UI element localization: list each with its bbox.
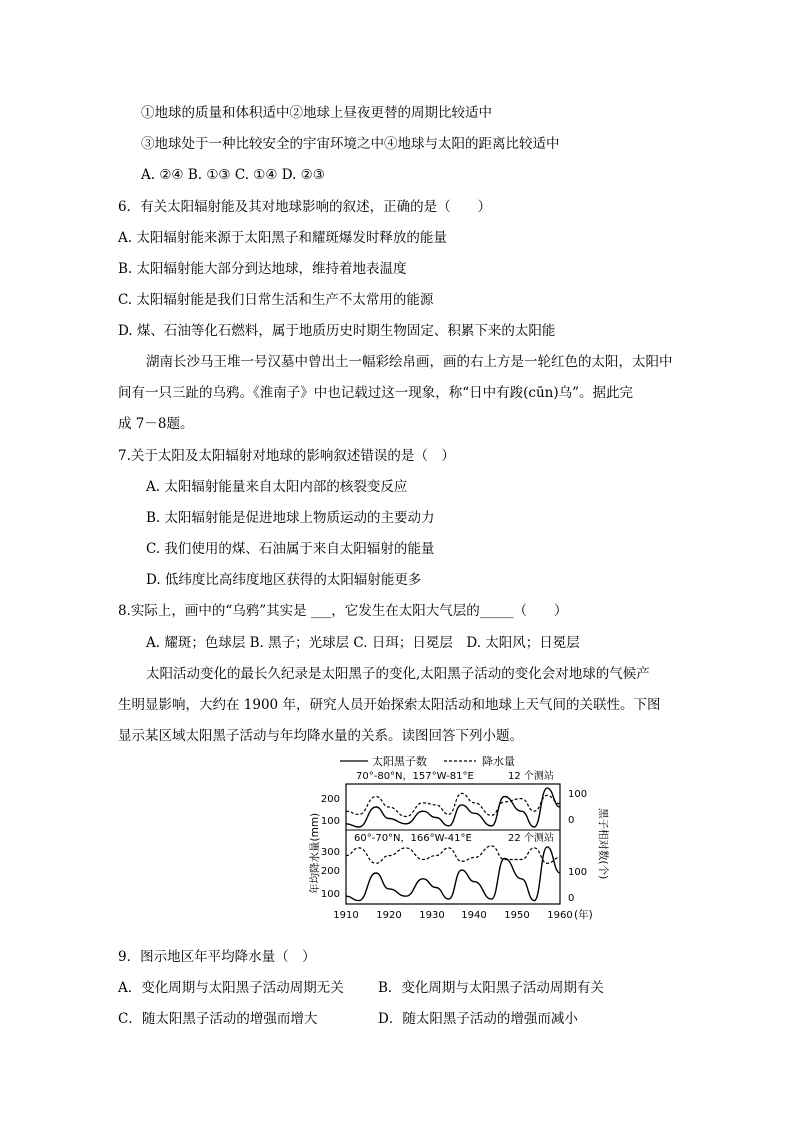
option-6c: C. 太阳辐射能是我们日常生活和生产不太常用的能源 [118, 292, 434, 308]
options-q8: A. 耀斑；色球层 B. 黑子；光球层 C. 日珥；日冕层 D. 太阳风；日冕层 [146, 635, 580, 651]
x-tick-1960: 1960 [547, 910, 573, 921]
p2-left-tick-100: 100 [320, 889, 340, 900]
option-7d: D. 低纬度比高纬度地区获得的太阳辐射能更多 [146, 572, 422, 588]
panel2-precip-line [346, 846, 560, 863]
panel2-stations: 22 个测站 [508, 833, 554, 844]
panel1-region: 70°-80°N，157°W-81°E [356, 771, 474, 782]
y-axis-label-left: 年均降水量(mm) [309, 812, 321, 894]
option-7a: A. 太阳辐射能量来自太阳内部的核裂变反应 [146, 479, 408, 495]
passage-2-line-1: 太阳活动变化的最长久纪录是太阳黑子的变化,太阳黑子活动的变化会对地球的气候产 [146, 666, 650, 682]
p2-right-tick-100: 100 [568, 867, 588, 878]
question-9: 9．图示地区年平均降水量（ ） [118, 949, 316, 965]
passage-1-line-1: 湖南长沙马王堆一号汉墓中曾出土一幅彩绘帛画，画的右上方是一轮红色的太阳，太阳中 [146, 354, 673, 370]
line-1: ①地球的质量和体积适中②地球上昼夜更替的周期比较适中 [141, 105, 492, 121]
option-7c: C. 我们使用的煤、石油属于来自太阳辐射的能量 [146, 541, 435, 557]
legend-sunspot-label: 太阳黑子数 [372, 755, 427, 768]
option-6d: D. 煤、石油等化石燃料，属于地质历史时期生物固定、积累下来的太阳能 [118, 323, 556, 339]
p1-right-tick-100: 100 [568, 789, 588, 800]
chart-frame [346, 784, 560, 904]
passage-2-line-2: 生明显影响，大约在 1900 年，研究人员开始探索太阳活动和地球上天气间的关联性。下图 [118, 697, 661, 713]
option-9a: A．变化周期与太阳黑子活动周期无关 [118, 980, 344, 996]
x-tick-1930: 1930 [419, 910, 445, 921]
x-tick-1950: 1950 [504, 910, 530, 921]
option-9d: D．随太阳黑子活动的增强而减小 [378, 1011, 578, 1027]
p2-right-tick-0: 0 [568, 893, 575, 904]
option-6b: B. 太阳辐射能大部分到达地球，维持着地表温度 [118, 261, 407, 277]
question-6: 6．有关太阳辐射能及其对地球影响的叙述，正确的是（ ） [118, 199, 492, 215]
p1-left-tick-200: 200 [320, 794, 340, 805]
x-tick-1910: 1910 [333, 910, 359, 921]
panel2-region: 60°-70°N，166°W-41°E [354, 833, 472, 844]
p1-left-tick-100: 100 [320, 816, 340, 827]
panel2-sunspot-line [346, 847, 560, 901]
panel1-stations: 12 个测站 [508, 771, 554, 782]
question-7: 7.关于太阳及太阳辐射对地球的影响叙述错误的是（ ） [118, 448, 455, 464]
option-6a: A. 太阳辐射能来源于太阳黑子和耀斑爆发时释放的能量 [118, 230, 447, 246]
p2-left-tick-300: 300 [320, 847, 340, 858]
y-axis-label-right: 黑子相对数(个) [597, 808, 609, 880]
line-2: ③地球处于一种比较安全的宇宙环境之中④地球与太阳的距离比较适中 [141, 136, 560, 152]
option-7b: B. 太阳辐射能是促进地球上物质运动的主要动力 [146, 510, 435, 526]
options-q5: A. ②④ B. ①③ C. ①④ D. ②③ [141, 167, 325, 183]
legend-precip-label: 降水量 [482, 755, 515, 768]
p1-right-tick-0: 0 [568, 815, 575, 826]
p2-left-tick-200: 200 [320, 866, 340, 877]
passage-2-line-3: 显示某区域太阳黑子活动与年均降水量的关系。读图回答下列小题。 [118, 728, 523, 744]
option-9b: B．变化周期与太阳黑子活动周期有关 [378, 980, 604, 996]
panel1-precip-line [346, 793, 560, 816]
sunspot-precipitation-chart [306, 752, 612, 924]
x-axis-unit: (年) [574, 909, 593, 921]
option-9c: C．随太阳黑子活动的增强而增大 [118, 1011, 318, 1027]
x-tick-1920: 1920 [376, 910, 402, 921]
panel1-sunspot-line [346, 788, 560, 827]
x-tick-1940: 1940 [461, 910, 487, 921]
passage-1-line-3: 成 7－8题。 [118, 416, 194, 432]
passage-1-line-2: 间有一只三趾的乌鸦。《淮南子》中也记载过这一现象，称“日中有踆(cūn)乌”。据此完 [118, 385, 634, 401]
question-8: 8.实际上，画中的“乌鸦”其实是 ___，它发生在太阳大气层的_____（ ） [118, 603, 568, 619]
